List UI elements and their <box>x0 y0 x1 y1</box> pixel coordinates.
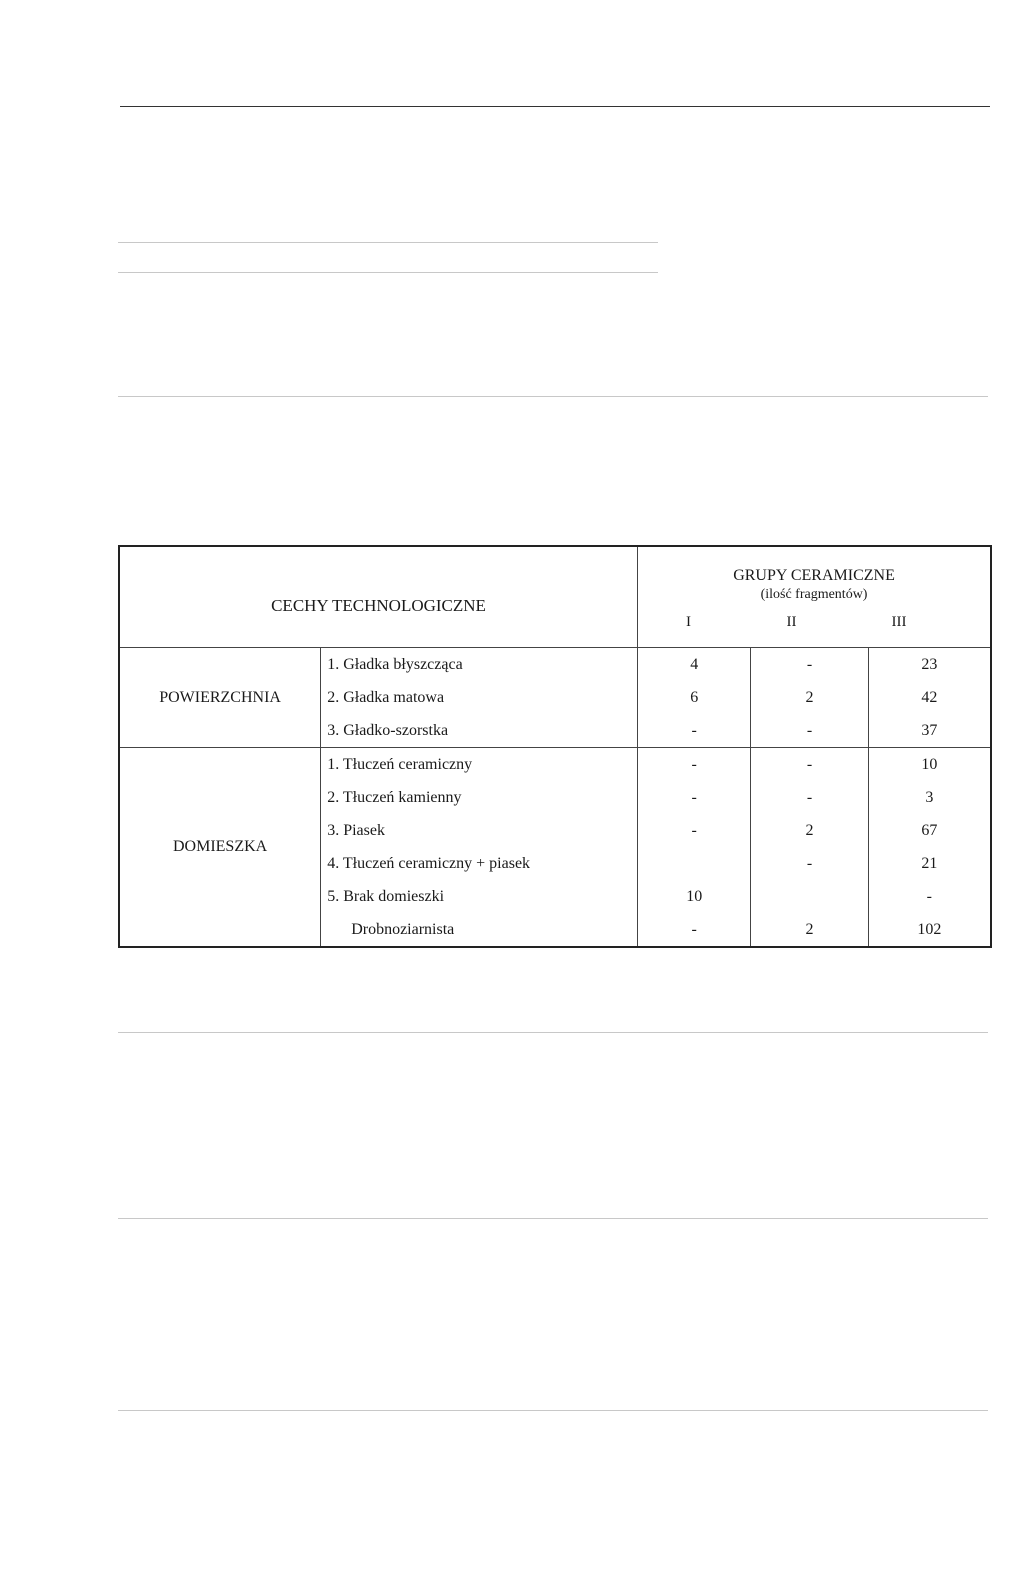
cell-group-i: - <box>638 814 751 847</box>
groups-header <box>638 546 991 648</box>
cell-group-iii: 67 <box>868 814 991 847</box>
cell-group-i: - <box>638 781 751 814</box>
table-row-feature: 2. Gładka matowa <box>321 681 638 714</box>
features-header: CECHY TECHNOLOGICZNE <box>119 546 638 648</box>
group-column-i: I <box>686 613 692 630</box>
cell-group-i: 10 <box>638 880 751 913</box>
bleed-through-line <box>118 272 658 273</box>
bleed-through-line <box>118 1218 988 1219</box>
bleed-through-line <box>118 396 988 397</box>
bleed-through-line <box>118 242 658 243</box>
cell-group-i <box>638 847 751 880</box>
cell-group-ii: - <box>751 748 868 782</box>
cell-group-iii: 42 <box>868 681 991 714</box>
cell-group-ii: 2 <box>751 913 868 947</box>
cell-group-ii: 2 <box>751 681 868 714</box>
cell-group-i: - <box>638 913 751 947</box>
bleed-through-line <box>118 1410 988 1411</box>
cell-group-ii: - <box>751 847 868 880</box>
bleed-through-line <box>118 1032 988 1033</box>
group-columns-row <box>638 610 990 634</box>
table-row-feature: 1. Tłuczeń ceramiczny <box>321 748 638 782</box>
table-row-feature: 1. Gładka błyszcząca <box>321 648 638 682</box>
cell-group-iii: 37 <box>868 714 991 748</box>
table-row-feature: 4. Tłuczeń ceramiczny + piasek <box>321 847 638 880</box>
cell-group-ii: 2 <box>751 814 868 847</box>
cell-group-iii: 3 <box>868 781 991 814</box>
cell-group-iii: - <box>868 880 991 913</box>
groups-subtitle: (ilość fragmentów) <box>760 587 868 602</box>
section-surface: POWIERZCHNIA <box>119 648 321 748</box>
cell-group-iii: 10 <box>868 748 991 782</box>
section-admixture: DOMIESZKA <box>119 748 321 948</box>
groups-title: GRUPY CERAMICZNE <box>733 567 895 584</box>
cell-group-ii: - <box>751 714 868 748</box>
cell-group-iii: 23 <box>868 648 991 682</box>
cell-group-iii: 21 <box>868 847 991 880</box>
group-column-iii: III <box>891 613 907 630</box>
group-column-ii: II <box>786 613 797 630</box>
table-row-feature: 3. Piasek <box>321 814 638 847</box>
table-row-feature: 2. Tłuczeń kamienny <box>321 781 638 814</box>
cell-group-i: 6 <box>638 681 751 714</box>
table-row-feature: 5. Brak domieszki <box>321 880 638 913</box>
cell-group-i: - <box>638 748 751 782</box>
cell-group-iii: 102 <box>868 913 991 947</box>
technological-features-table <box>118 545 992 948</box>
table-row-feature: Drobnoziarnista <box>321 913 638 947</box>
cell-group-ii: - <box>751 648 868 682</box>
table-row-feature: 3. Gładko-szorstka <box>321 714 638 748</box>
cell-group-i: - <box>638 714 751 748</box>
header-rule <box>120 106 990 107</box>
cell-group-i: 4 <box>638 648 751 682</box>
cell-group-ii: - <box>751 781 868 814</box>
cell-group-ii <box>751 880 868 913</box>
